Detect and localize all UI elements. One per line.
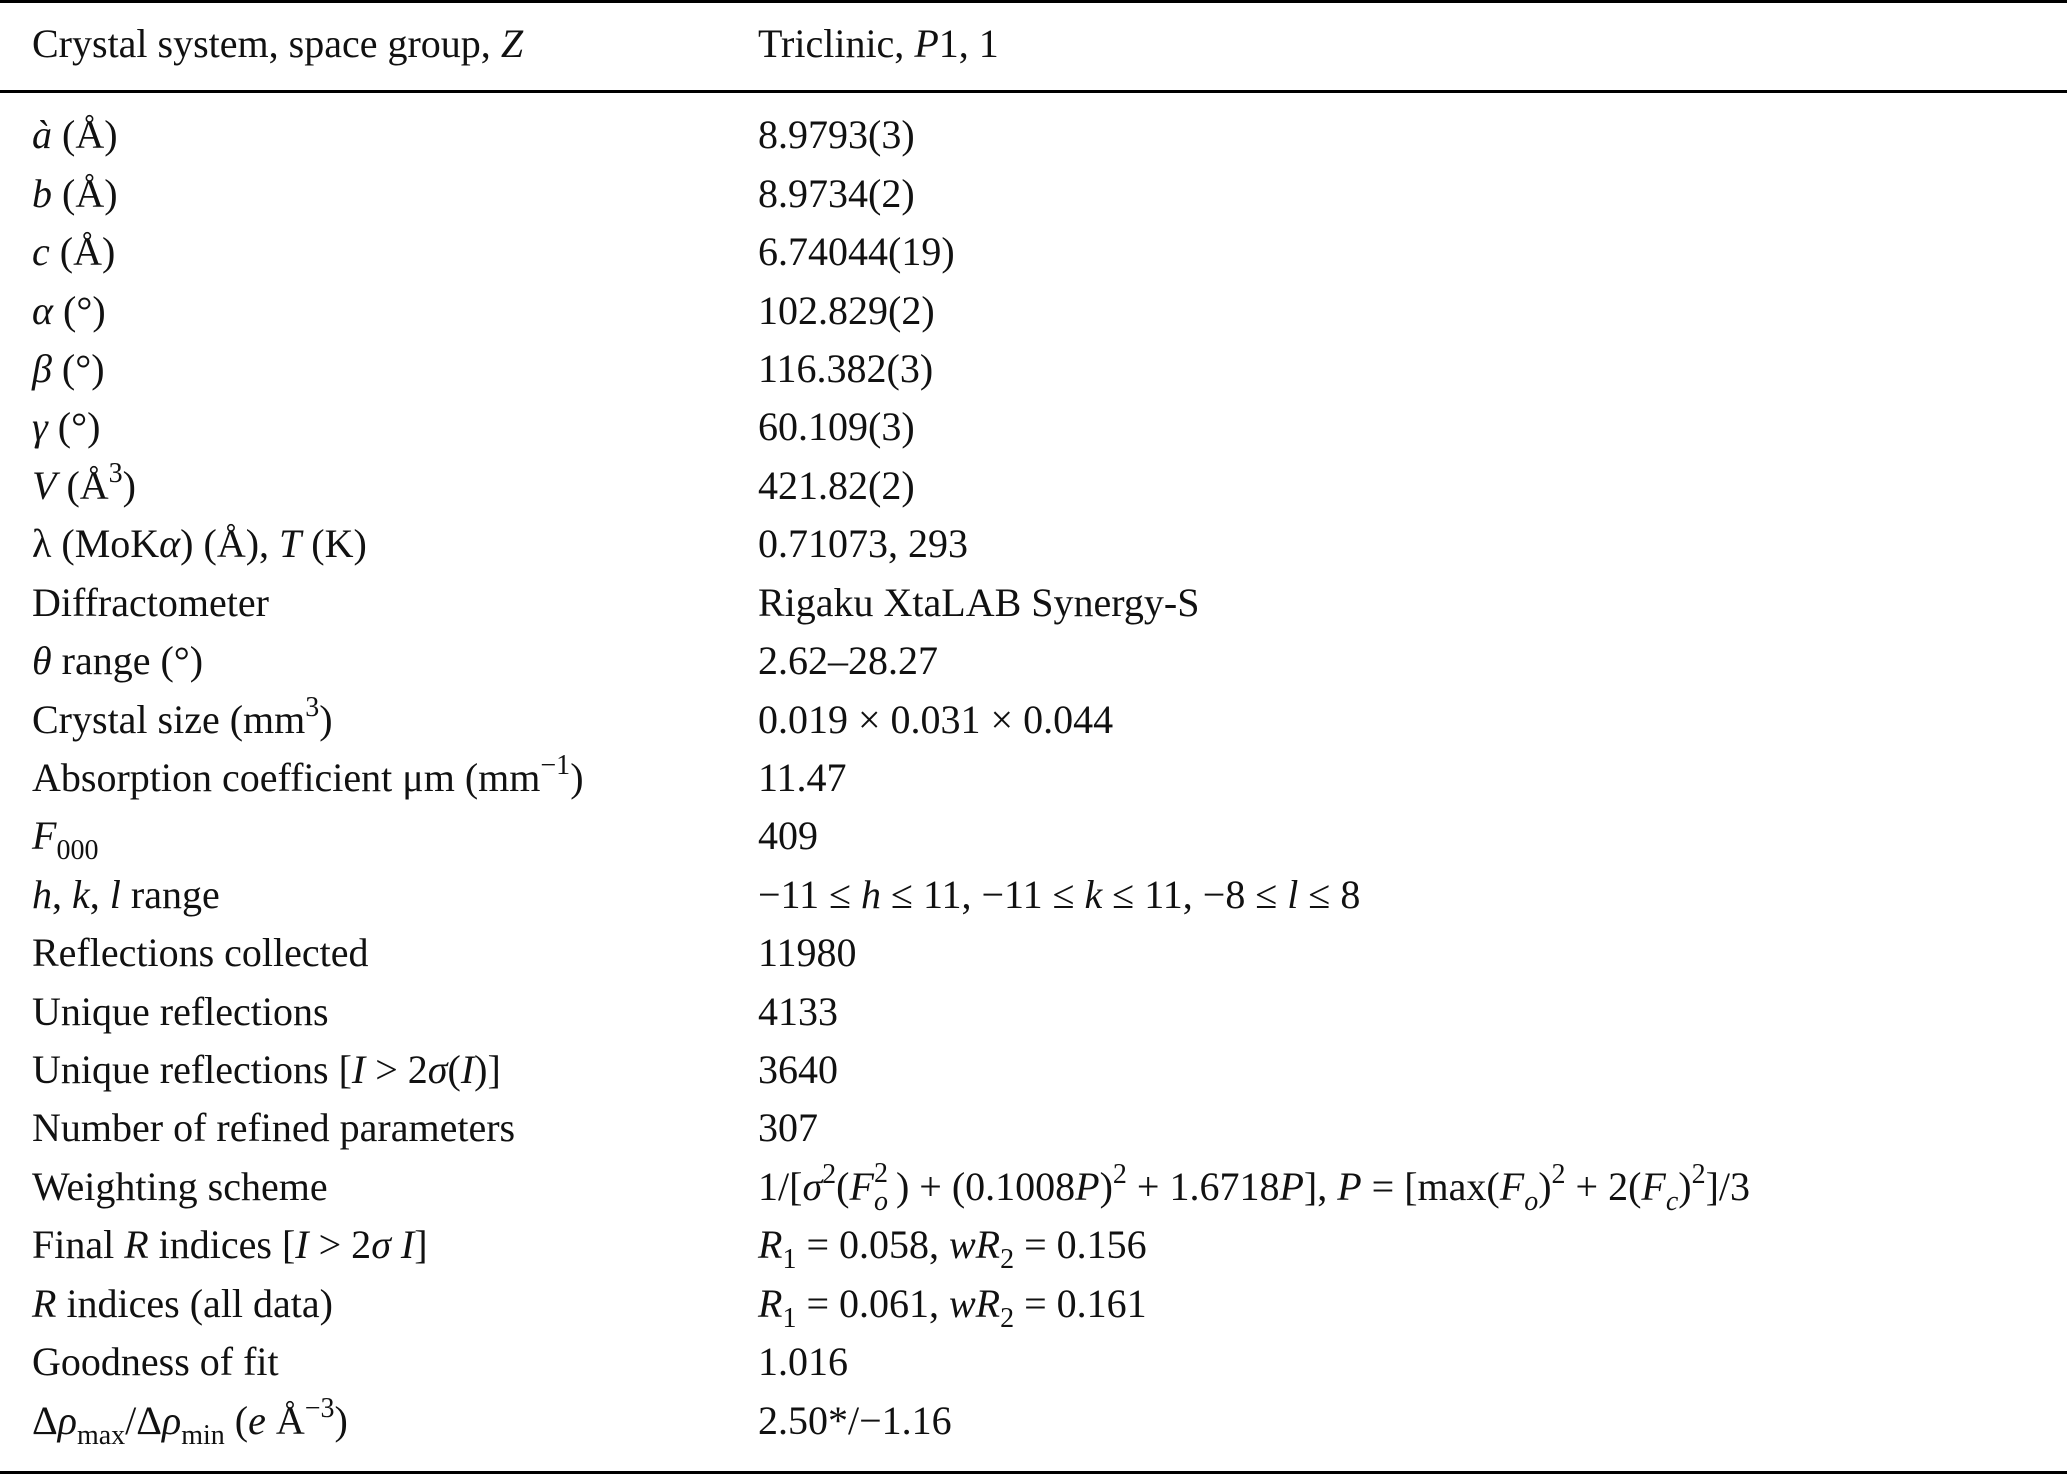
row-value-hkl-range: −11 ≤ h ≤ 11, −11 ≤ k ≤ 11, −8 ≤ l ≤ 8 — [758, 872, 1361, 917]
row-value-b: 8.9734(2) — [758, 171, 915, 216]
row-param-b: b (Å) — [32, 171, 118, 216]
row-value-theta-range: 2.62–28.27 — [758, 638, 938, 683]
row-param-beta: β (°) — [32, 346, 105, 391]
table-top-rule — [0, 0, 2067, 3]
row-value-beta: 116.382(3) — [758, 346, 934, 391]
header-parameter: Crystal system, space group, Z — [32, 21, 524, 66]
row-value-weighting-scheme: $1/[\sigma^2(F$ 2 o ) + $(0.1008P)^2 + 1.6718P$], $P = [\max(F_o)^2 + 2(F_c)^2]/3$ — [758, 1157, 1751, 1217]
row-param-refined-parameters: Number of refined parameters — [32, 1105, 516, 1150]
row-param-f000: $F_{000}$ — [32, 813, 99, 866]
row-param-final-r-indices: Final R indices [I > 2σ I] — [32, 1222, 428, 1267]
row-param-volume: V $(Å^3)$ — [32, 458, 136, 508]
row-value-crystal-size: 0.019 × 0.031 × 0.044 — [758, 697, 1114, 742]
row-value-diffractometer: Rigaku XtaLAB Synergy-S — [758, 580, 1200, 625]
row-value-f000: 409 — [758, 813, 818, 858]
row-value-c: 6.74044(19) — [758, 229, 955, 274]
row-param-alpha: α (°) — [32, 288, 106, 333]
row-param-a: à (Å) — [32, 112, 118, 157]
row-value-wavelength-temperature: 0.71073, 293 — [758, 521, 968, 566]
row-param-unique-reflections: Unique reflections — [32, 989, 329, 1034]
row-param-absorption: Absorption coefficient μm $(mm^{-1})$ — [32, 750, 584, 800]
row-value-absorption: 11.47 — [758, 755, 847, 800]
row-value-a: 8.9793(3) — [758, 112, 915, 157]
row-value-r-indices-all: $R_1 = 0.061$, $wR_2 = 0.161$ — [758, 1281, 1147, 1334]
row-value-unique-reflections: 4133 — [758, 989, 838, 1034]
header-value: Triclinic, P1, 1 — [758, 21, 999, 66]
row-value-alpha: 102.829(2) — [758, 288, 935, 333]
row-param-unique-reflections-observed: Unique reflections [I > 2σ(I)] — [32, 1047, 501, 1092]
row-param-r-indices-all: R indices (all data) — [32, 1281, 333, 1326]
table-bottom-rule — [0, 1471, 2067, 1474]
row-param-gamma: γ (°) — [32, 404, 101, 449]
row-param-delta-rho: $\Delta\rho_{max}/\Delta\rho_{min}$ (e $Å^{-3}$) — [32, 1393, 348, 1451]
row-param-goodness-of-fit: Goodness of fit — [32, 1339, 279, 1384]
row-param-hkl-range: h, k, l range — [32, 872, 220, 917]
row-value-gamma: 60.109(3) — [758, 404, 915, 449]
row-param-reflections-collected: Reflections collected — [32, 930, 369, 975]
table-header-rule — [0, 90, 2067, 93]
row-param-theta-range: θ range (°) — [32, 638, 204, 683]
row-param-diffractometer: Diffractometer — [32, 580, 269, 625]
row-param-wavelength-temperature: λ (MoKα) (Å), T (K) — [32, 521, 367, 566]
row-value-reflections-collected: 11980 — [758, 930, 857, 975]
row-value-unique-reflections-observed: 3640 — [758, 1047, 838, 1092]
row-value-goodness-of-fit: 1.016 — [758, 1339, 848, 1384]
row-value-final-r-indices: $R_1 = 0.058$, $wR_2 = 0.156$ — [758, 1222, 1147, 1275]
row-param-c: c (Å) — [32, 229, 116, 274]
row-param-weighting-scheme: Weighting scheme — [32, 1164, 328, 1209]
row-param-crystal-size: Crystal size $(mm^3)$ — [32, 692, 333, 742]
row-value-volume: 421.82(2) — [758, 463, 915, 508]
row-value-refined-parameters: 307 — [758, 1105, 818, 1150]
row-value-delta-rho: 2.50*/−1.16 — [758, 1398, 952, 1443]
